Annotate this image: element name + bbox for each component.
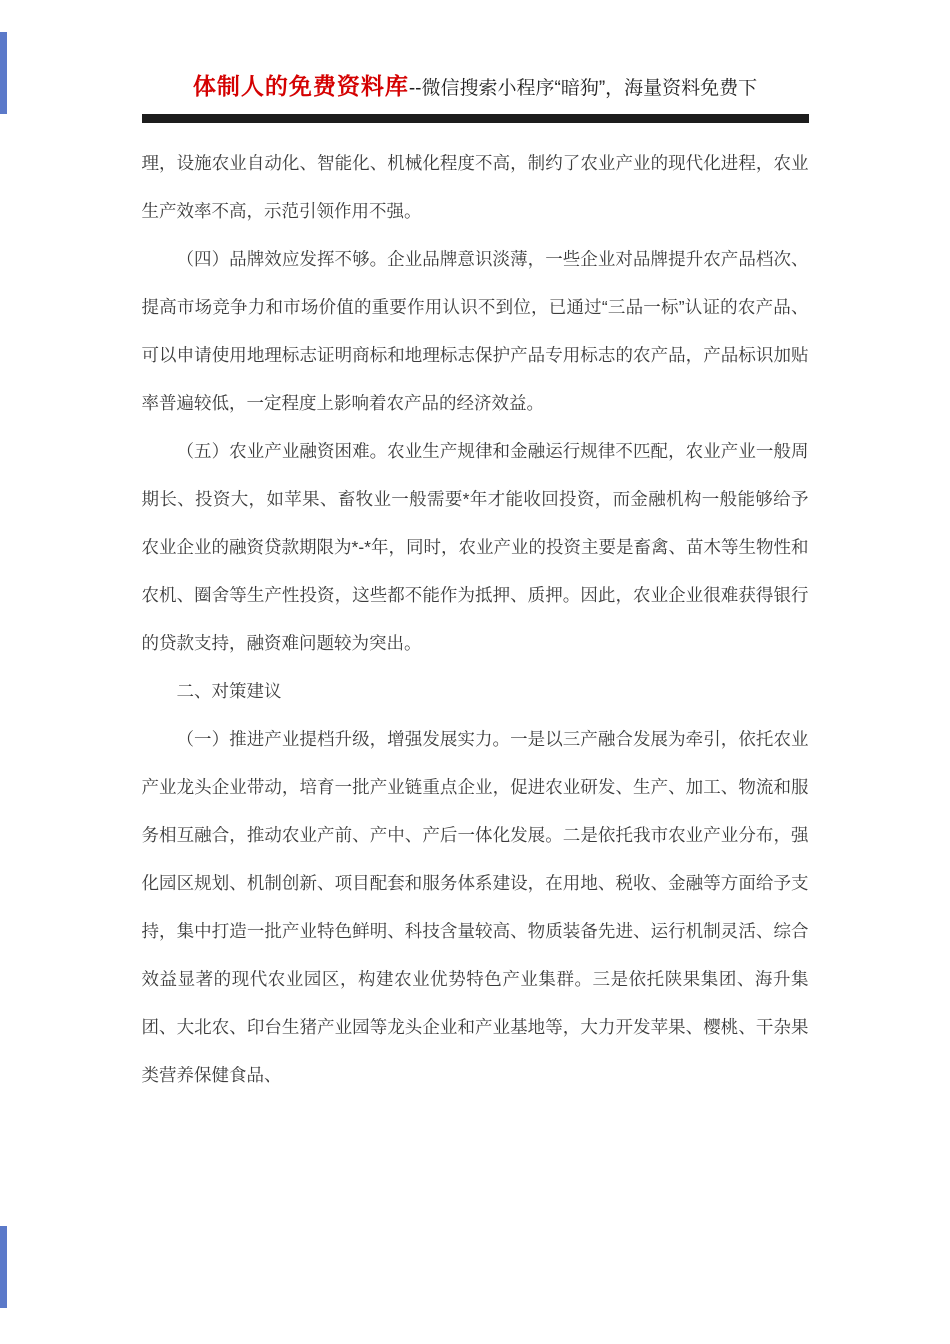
promo-brand-text: 体制人的免费资料库: [192, 73, 409, 99]
promo-header: [0, 0, 950, 106]
paragraph-item-5-financing: （五）农业产业融资困难。农业生产规律和金融运行规律不匹配，农业产业一般周期长、投资大，如苹果、畜牧业一般需要*年才能收回投资，而金融机构一般能够给予农业企业的融资贷款期限为*-*年，同时，农业产业的投资主要是畜禽、苗木等生物性和农机、圈舍等生产性投资，这些都不能作为抵押、质押。因此，农业企业很难获得银行的贷款支持，融资难问题较为突出。: [141, 441, 809, 653]
header-divider-bar: [142, 114, 809, 123]
left-edge-marker-bottom: [0, 1226, 7, 1308]
paragraph-item-4-brand-effect: （四）品牌效应发挥不够。企业品牌意识淡薄，一些企业对品牌提升农产品档次、提高市场竞争力和市场价值的重要作用认识不到位，已通过“三品一标”认证的农产品、可以申请使用地理标志证明商标和地理标志保护产品专用标志的农产品，产品标识加贴率普遍较低，一定程度上影响着农产品的经济效益。: [141, 249, 809, 413]
left-edge-marker-top: [0, 32, 7, 114]
promo-tagline-text: --微信搜索小程序“暗狗”，海量资料免费下: [408, 78, 758, 99]
paragraph-item-1-upgrade: （一）推进产业提档升级，增强发展实力。一是以三产融合发展为牵引，依托农业产业龙头企业带动，培育一批产业链重点企业，促进农业研发、生产、加工、物流和服务相互融合，推动农业产前、产中、产后一体化发展。二是依托我市农业产业分布，强化园区规划、机制创新、项目配套和服务体系建设，在用地、税收、金融等方面给予支持，集中打造一批产业特色鲜明、科技含量较高、物质装备先进、运行机制灵活、综合效益显著的现代农业园区，构建农业优势特色产业集群。三是依托陕果集团、海升集团、大北农、印台生猪产业园等龙头企业和产业基地等，大力开发苹果、樱桃、干杂果类营养保健食品、: [141, 729, 809, 1085]
paragraph-continuation: 理，设施农业自动化、智能化、机械化程度不高，制约了农业产业的现代化进程，农业生产效率不高，示范引领作用不强。: [141, 153, 809, 221]
document-body: [142, 123, 809, 1099]
section-heading-countermeasures: 二、对策建议: [176, 681, 282, 701]
